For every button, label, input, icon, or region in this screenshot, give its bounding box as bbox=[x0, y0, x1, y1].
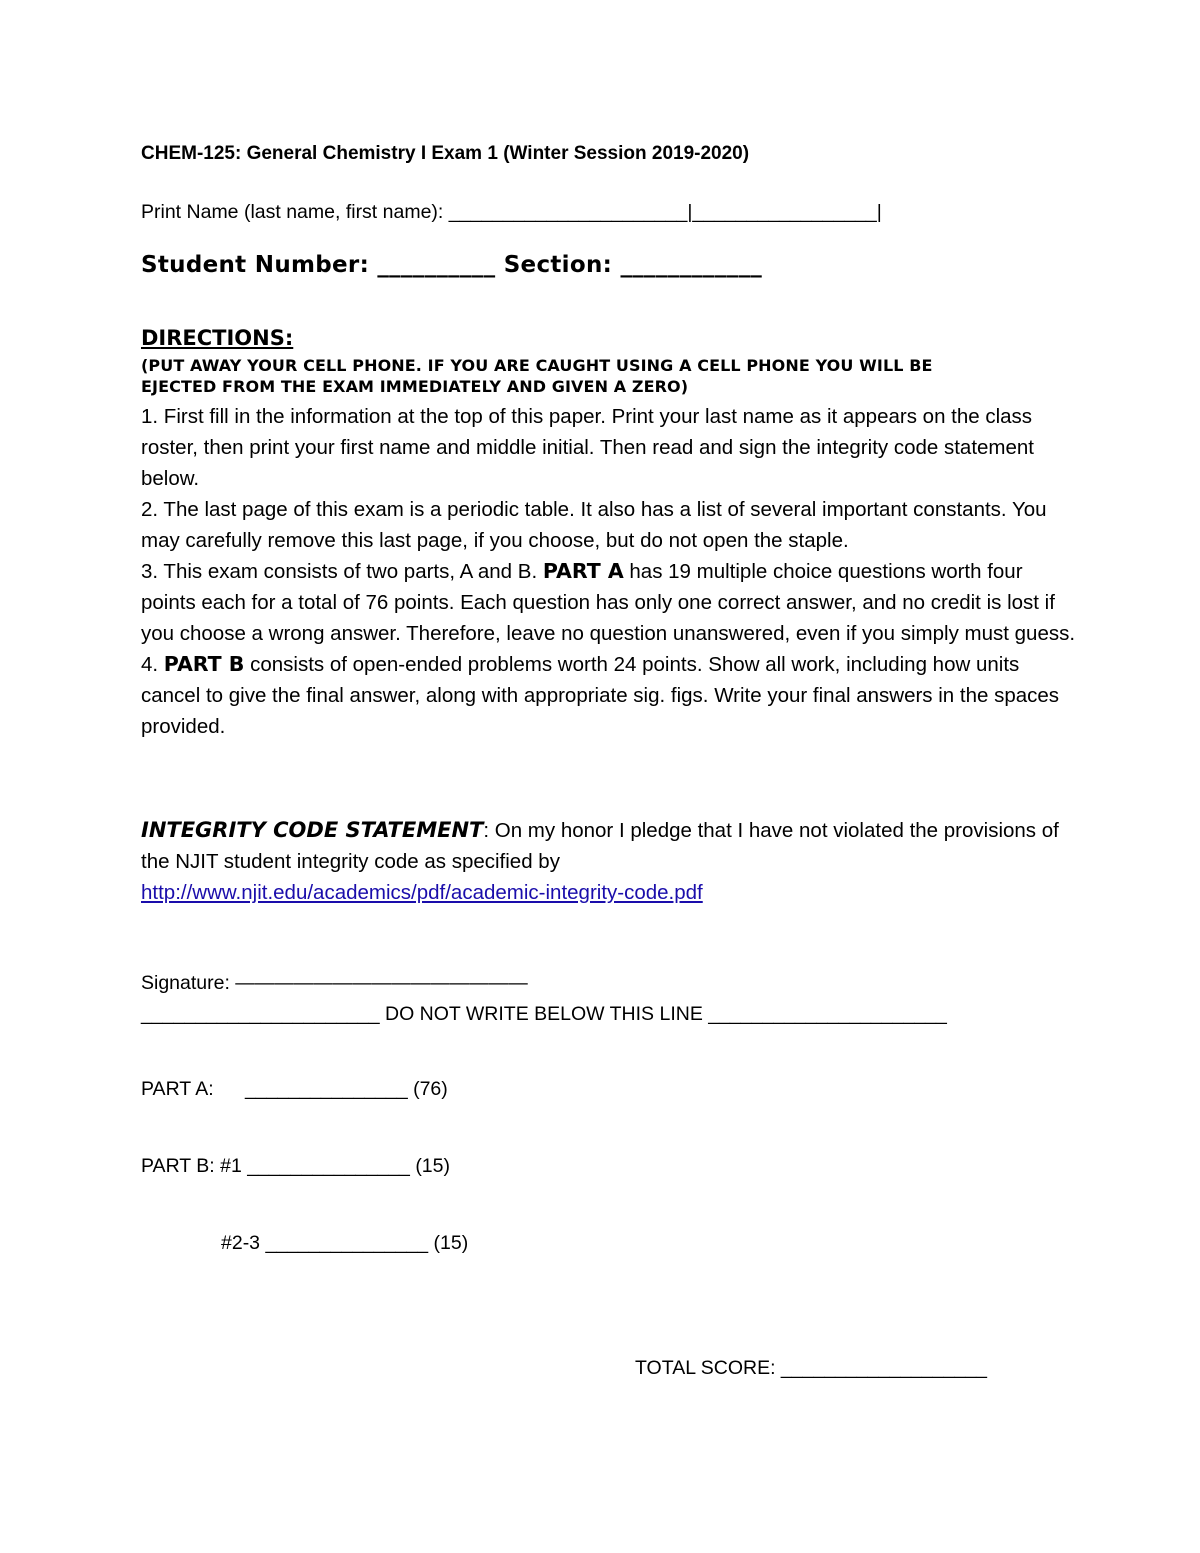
part-a-score-label: PART A: bbox=[141, 1078, 214, 1100]
direction-item-1: 1. First fill in the information at the top of this paper. Print your last name as it appears on the class roster, then print your first name and middle initial. Then read and sign the integrity code statement below. bbox=[141, 405, 1035, 490]
direction-item-3 bbox=[141, 556, 1081, 649]
part-b-2-3-score-field[interactable]: #2-3 _______________ (15) bbox=[221, 1232, 469, 1254]
direction-3-intro: 3. This exam consists of two parts, A and B. bbox=[141, 560, 543, 583]
integrity-paragraph bbox=[141, 815, 1081, 877]
part-b-label: PART B bbox=[163, 652, 245, 676]
print-name-field[interactable]: Print Name (last name, first name): ______________________|_________________| bbox=[141, 201, 882, 223]
directions-heading: DIRECTIONS: bbox=[141, 326, 294, 350]
directions-list bbox=[141, 401, 1081, 742]
warning-line-2: EJECTED FROM THE EXAM IMMEDIATELY AND GIVEN A ZERO) bbox=[141, 377, 689, 396]
warning-line-1: (PUT AWAY YOUR CELL PHONE. IF YOU ARE CAUGHT USING A CELL PHONE YOU WILL BE bbox=[141, 356, 933, 375]
student-number-field[interactable]: Student Number: __________ bbox=[141, 252, 496, 278]
direction-4-intro: 4. bbox=[141, 653, 164, 676]
student-info-line bbox=[141, 252, 762, 278]
direction-4-body: consists of open-ended problems worth 24 points. Show all work, including how units cancel to give the final answer, along with appropriate sig. figs. Write your final answers in the spaces provided. bbox=[141, 653, 1060, 738]
total-score-field[interactable]: TOTAL SCORE: ___________________ bbox=[635, 1357, 987, 1379]
signature-field[interactable]: Signature: ——————————————— bbox=[141, 972, 528, 994]
part-b-1-score-field[interactable]: PART B: #1 _______________ (15) bbox=[141, 1155, 450, 1177]
direction-3-body: has 19 multiple choice questions worth four points each for a total of 76 points. Each question has only one correct answer, and no credit is lost if you choose a wrong answer. Therefore, leave no question unanswered, even if you simply must guess. bbox=[141, 560, 1076, 645]
integrity-heading: INTEGRITY CODE STATEMENT bbox=[141, 818, 484, 842]
exam-title: CHEM-125: General Chemistry I Exam 1 (Winter Session 2019-2020) bbox=[141, 143, 750, 164]
do-not-write-line: ______________________ DO NOT WRITE BELOW THIS LINE ______________________ bbox=[141, 1003, 947, 1025]
cell-phone-warning bbox=[141, 355, 933, 397]
integrity-code-link[interactable]: http://www.njit.edu/academics/pdf/academic-integrity-code.pdf bbox=[141, 881, 703, 904]
part-a-label: PART A bbox=[542, 559, 624, 583]
integrity-statement bbox=[141, 815, 1081, 908]
part-a-score-field[interactable]: _______________ (76) bbox=[245, 1078, 448, 1100]
direction-item-2: 2. The last page of this exam is a periodic table. It also has a list of several important constants. You may carefully remove this last page, if you choose, but do not open the staple. bbox=[141, 498, 1047, 552]
direction-item-4 bbox=[141, 649, 1081, 742]
integrity-text: : On my honor I pledge that I have not violated the provisions of the NJIT student integrity code as specified by bbox=[141, 819, 1059, 873]
section-field[interactable]: Section: ____________ bbox=[503, 252, 763, 278]
